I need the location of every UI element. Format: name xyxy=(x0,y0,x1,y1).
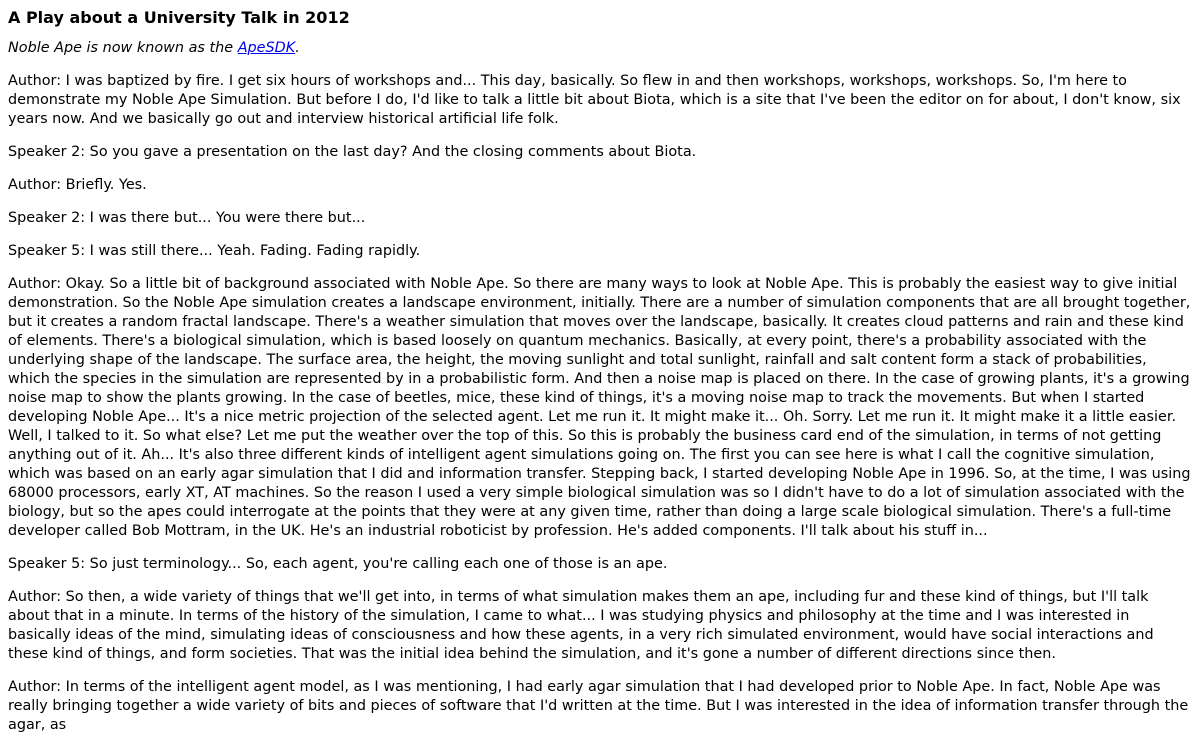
apesdk-link[interactable]: ApeSDK xyxy=(237,40,296,56)
page-title: A Play about a University Talk in 2012 xyxy=(8,8,350,27)
transcript-paragraph: Speaker 2: I was there but... You were there but... xyxy=(8,210,366,226)
rename-note xyxy=(8,39,1192,58)
transcript-paragraph: Speaker 5: I was still there... Yeah. Fading. Fading rapidly. xyxy=(8,243,421,259)
transcript-paragraph: Author: Briefly. Yes. xyxy=(8,177,147,193)
rename-note-prefix: Noble Ape is now known as the xyxy=(8,40,238,56)
transcript-paragraph: Author: Okay. So a little bit of background associated with Noble Ape. So there are many ways to look at Noble Ape. This is probably the easiest way to give initial demonstration. So the Noble Ape simulation creates a landscape environment, initially. There are a number of simulation components that are all brought together, but it creates a random fractal landscape. There's a weather simulation that moves over the landscape, basically. It creates cloud patterns and rain and these kind of elements. There's a biological simulation, which is based loosely on quantum mechanics. Basically, at every point, there's a probability associated with the underlying shape of the landscape. The surface area, the height, the moving sunlight and total sunlight, rainfall and salt content form a stack of probabilities, which the species in the simulation are represented by in a probabilistic form. And then a noise map is placed on there. In the case of growing plants, it's a growing noise map to show the plants growing. In the case of beetles, mice, these kind of things, it's a moving noise map to track the movements. But when I started developing Noble Ape... It's a nice metric projection of the selected agent. Let me run it. It might make it... Oh. Sorry. Let me run it. It might make it a little easier. Well, I talked to it. So what else? Let me put the weather over the top of this. So this is probably the business card end of the simulation, in terms of not getting anything out of it. Ah... It's also three different kinds of intelligent agent simulations going on. The first you can see here is what I call the cognitive simulation, which was based on an early agar simulation that I did and information transfer. Stepping back, I started developing Noble Ape in 1996. So, at the time, I was using 68000 processors, early XT, AT machines. So the reason I used a very simple biological simulation was so I didn't have to do a lot of simulation associated with the biology, but so the apes could interrogate at the points that they were at any given time, rather than doing a large scale biological simulation. There's a full-time developer called Bob Mottram, in the UK. He's an industrial roboticist by profession. He's added components. I'll talk about his stuff in... xyxy=(8,276,1191,539)
transcript-paragraph: Author: So then, a wide variety of things that we'll get into, in terms of what simulation makes them an ape, including fur and these kind of things, but I'll talk about that in a minute. In terms of the history of the simulation, I came to what... I was studying physics and philosophy at the time and I was interested in basically ideas of the mind, simulating ideas of consciousness and how these agents, in a very rich simulated environment, would have social interactions and these kind of things, and form societies. That was the initial idea behind the simulation, and it's gone a number of different directions since then. xyxy=(8,589,1154,662)
rename-note-suffix: . xyxy=(295,40,300,56)
transcript-paragraph: Author: In terms of the intelligent agent model, as I was mentioning, I had early agar simulation that I had developed prior to Noble Ape. In fact, Noble Ape was really bringing together a wide variety of bits and pieces of software that I'd written at the time. But I was interested in the idea of information transfer through the agar, as xyxy=(8,679,1189,733)
transcript-paragraph: Speaker 5: So just terminology... So, each agent, you're calling each one of those is an ape. xyxy=(8,556,668,572)
transcript-paragraph: Author: I was baptized by fire. I get six hours of workshops and... This day, basically. So flew in and then workshops, workshops, workshops. So, I'm here to demonstrate my Noble Ape Simulation. But before I do, I'd like to talk a little bit about Biota, which is a site that I've been the editor on for about, I don't know, six years now. And we basically go out and interview historical artificial life folk. xyxy=(8,73,1181,127)
transcript-paragraph: Speaker 2: So you gave a presentation on the last day? And the closing comments about Biota. xyxy=(8,144,697,160)
